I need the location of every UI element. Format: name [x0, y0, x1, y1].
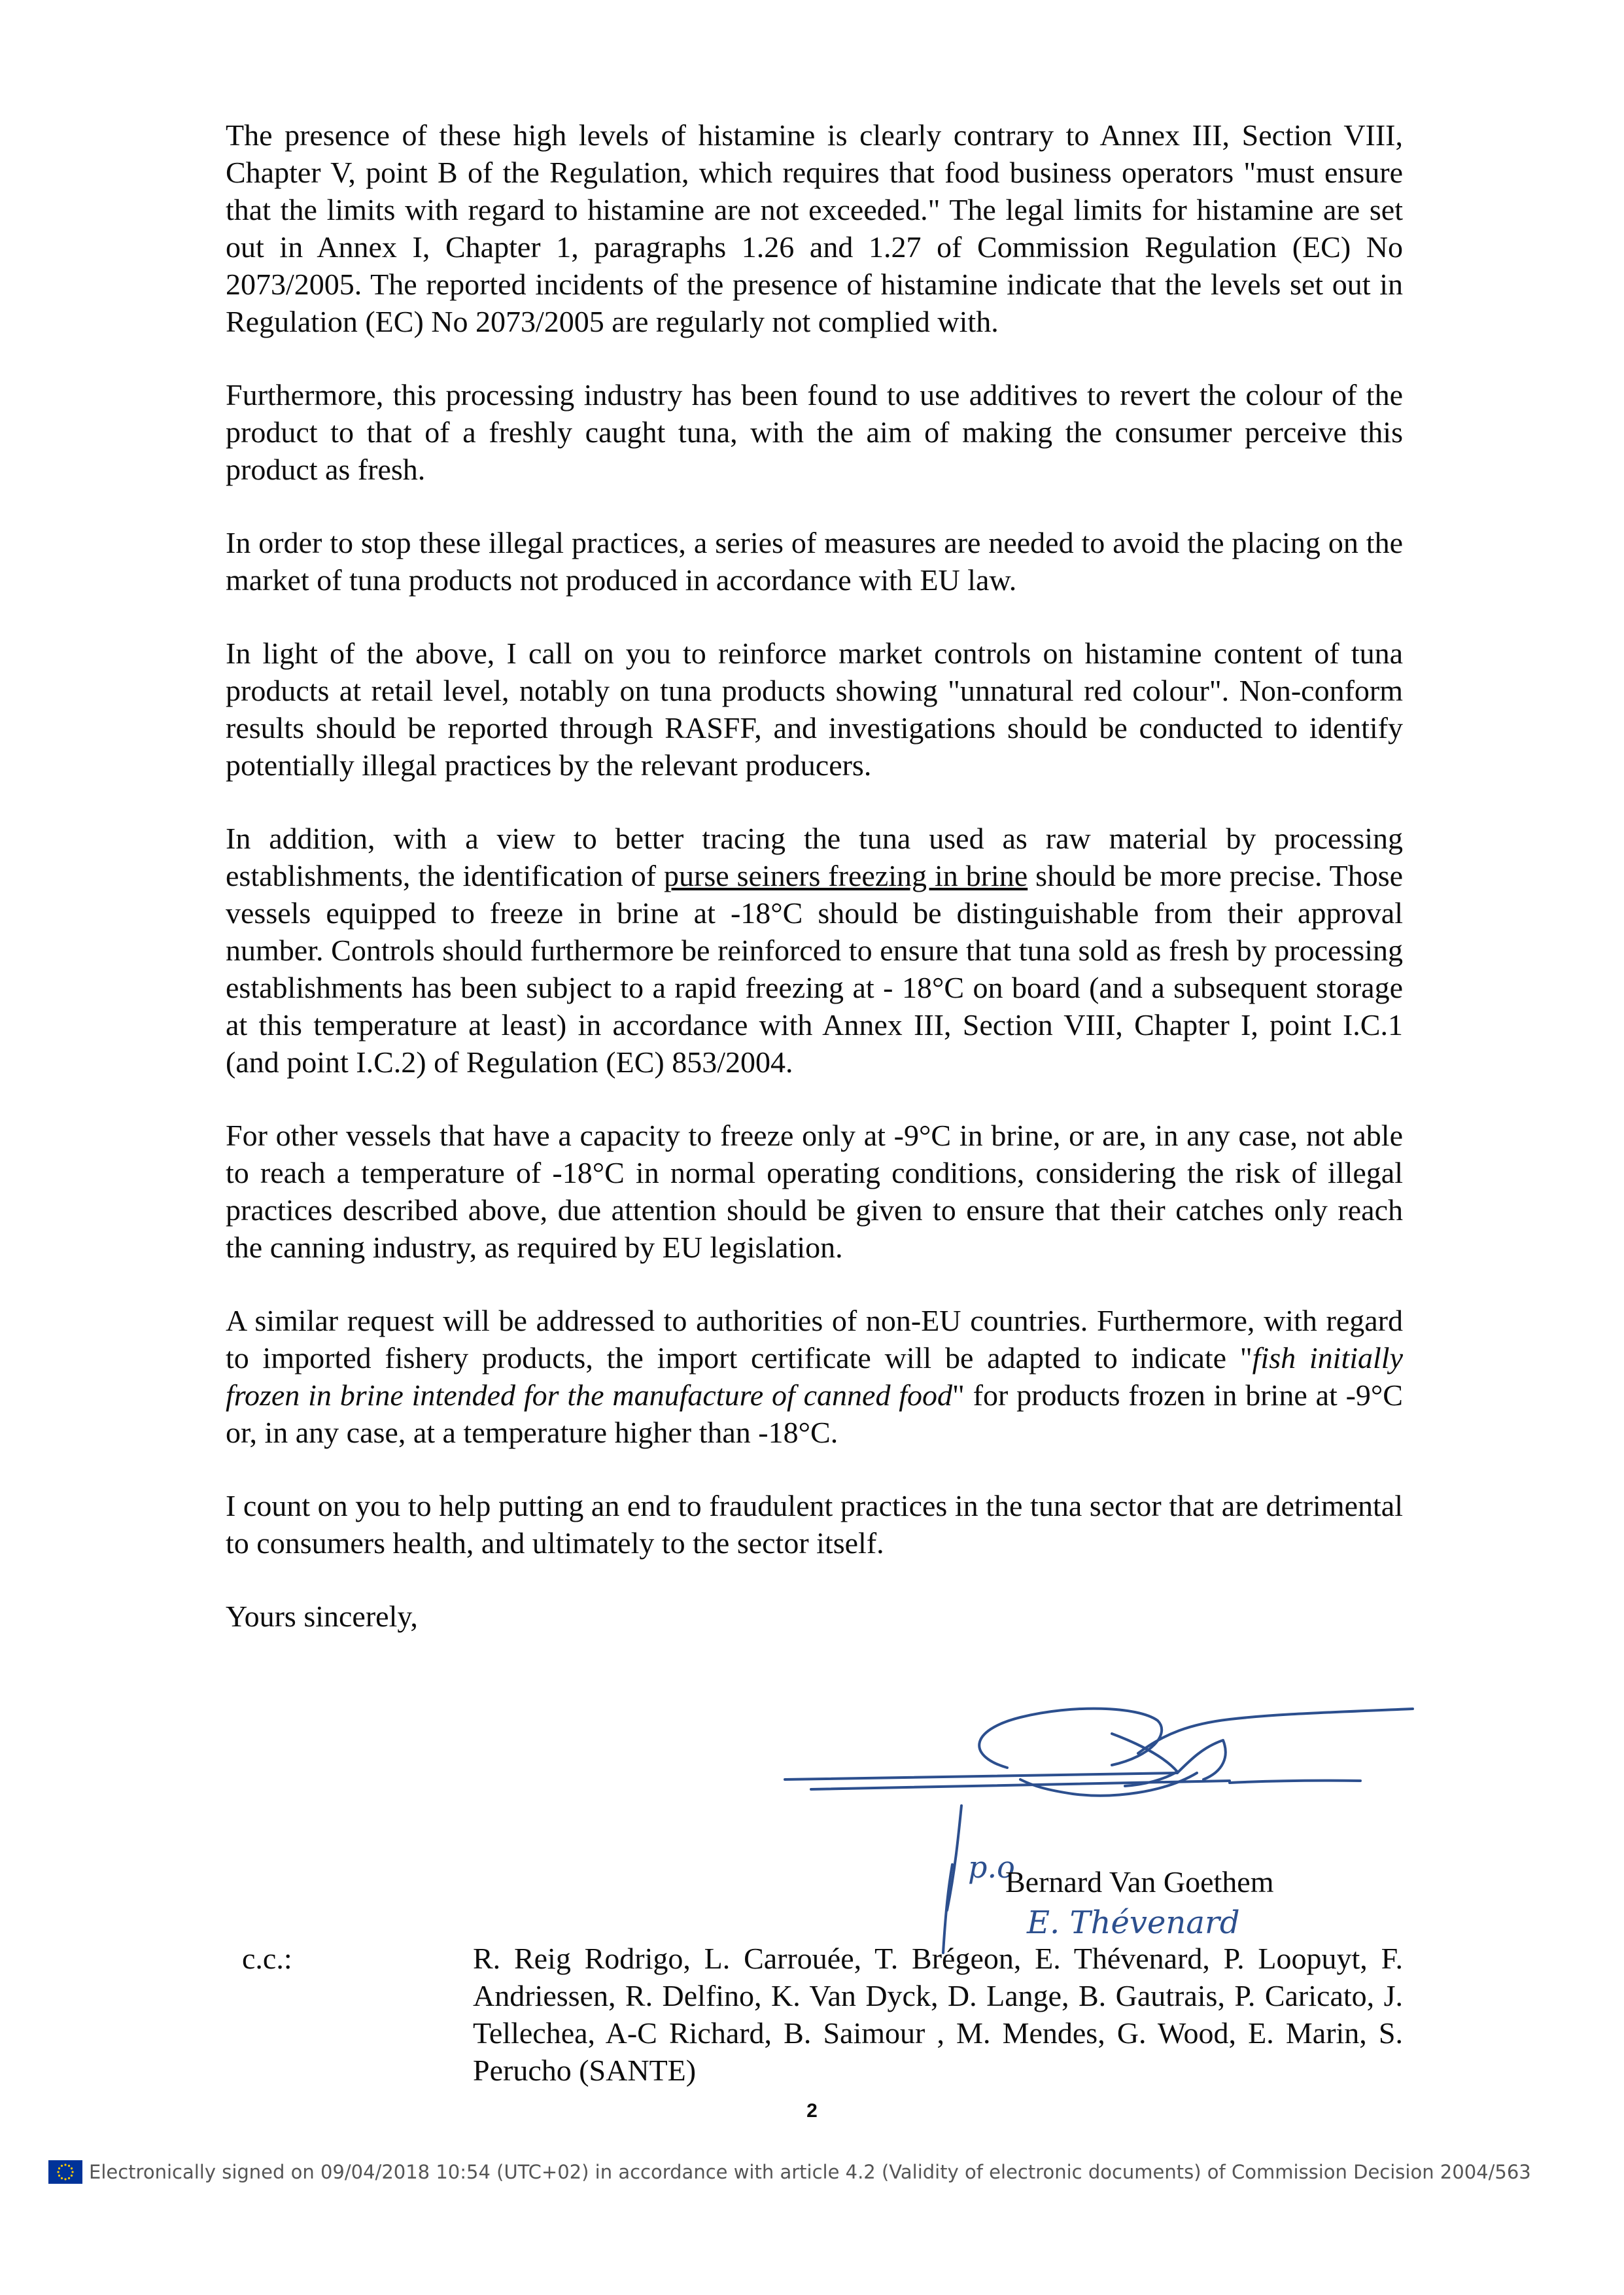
flag-star: [61, 2165, 63, 2167]
flag-star: [64, 2164, 66, 2165]
flag-star: [71, 2175, 73, 2177]
paragraph-additives: Furthermore, this processing industry has been found to use additives to revert the colour of the product to that of a freshly caught tuna, with the aim of making the consumer perceive this product as fresh.: [226, 378, 1403, 486]
paragraph-text: In addition, with a view to better tracing the tuna used as raw material by processing establishments, the identification of: [226, 822, 1403, 892]
footer-text: Electronically signed on 09/04/2018 10:54 (UTC+02) in accordance with article 4.2 (Validity of electronic documents) of Commission Decision 2004/563: [89, 2161, 1531, 2183]
cc-recipients: R. Reig Rodrigo, L. Carrouée, T. Brégeon, E. Thévenard, P. Loopuyt, F. Andriessen, R. Delfino, K. Van Dyck, D. Lange, B. Gautrais, P. Caricato, J. Tellechea, A-C Richard, B. Saimour , M. Mendes, G. Wood, E. Marin, S. Perucho (SANTE): [473, 1942, 1403, 2087]
signatory-name: Bernard Van Goethem: [1005, 1865, 1274, 1899]
paragraph-measures: In order to stop these illegal practices, a series of measures are needed to avoid the placing on the market of tuna products not produced in accordance with EU law.: [226, 526, 1403, 597]
closing-salutation: Yours sincerely,: [226, 1600, 418, 1633]
italic-phrase: fish initially frozen in brine intended for the manufacture of canned food: [226, 1341, 1403, 1412]
flag-star: [68, 2177, 70, 2179]
flag-star: [61, 2177, 63, 2179]
flag-star: [68, 2165, 70, 2167]
paragraph-histamine-limits: The presence of these high levels of histamine is clearly contrary to Annex III, Section VIII, Chapter V, point B of the Regulation, which requires that food business operators "must ensure that the limits with regard to histamine are not exceeded." The legal limits for histamine are set out in Annex I, Chapter 1, paragraphs 1.26 and 1.27 of Commission Regulation (EC) No 2073/2005. The reported incidents of the presence of histamine indicate that the levels set out in Regulation (EC) No 2073/2005 are regularly not complied with.: [226, 118, 1403, 338]
handwritten-name: E. Thévenard: [1027, 1904, 1240, 1941]
paragraph-market-controls: In light of the above, I call on you to reinforce market controls on histamine content of tuna products at retail level, notably on tuna products showing "unnatural red colour". Non-conform results should be reported through RASFF, and investigations should be conducted to identify potentially illegal practices by the relevant producers.: [226, 637, 1403, 782]
paragraph-non-eu: [226, 1302, 1403, 1451]
flag-star: [57, 2171, 59, 2173]
flag-star: [58, 2175, 60, 2177]
letter-body: [226, 116, 1403, 1671]
paragraph-purse-seiners: [226, 820, 1403, 1081]
paragraph-closing-appeal: I count on you to help putting an end to fraudulent practices in the tuna sector that are detrimental to consumers health, and ultimately to the sector itself.: [226, 1489, 1403, 1560]
paragraph-text: " for products frozen in brine at -9°C or, in any case, at a temperature higher than -18°C.: [226, 1378, 1403, 1449]
handwritten-signature: [772, 1694, 1426, 1969]
e-signature-footer: [48, 2159, 1531, 2185]
paragraph-other-vessels: For other vessels that have a capacity to freeze only at -9°C in brine, or are, in any case, not able to reach a temperature of -18°C in normal operating conditions, considering the risk of illegal practices described above, due attention should be given to ensure that their catches only reach the canning industry, as required by EU legislation.: [226, 1119, 1403, 1264]
cc-label: c.c.:: [242, 1942, 292, 1975]
page-number: 2: [806, 2100, 818, 2122]
pp-initials: p.o: [968, 1849, 1015, 1885]
flag-star: [71, 2171, 73, 2173]
flag-star: [58, 2167, 60, 2169]
paragraph-text: should be more precise. Those vessels equipped to freeze in brine at -18°C should be distinguishable from their approval number. Controls should furthermore be reinforced to ensure that tuna sold as fresh by processing establishments has been subject to a rapid freezing at - 18°C on board (and a subsequent storage at this temperature at least) in accordance with Annex III, Section VIII, Chapter I, point I.C.1 (and point I.C.2) of Regulation (EC) 853/2004.: [226, 859, 1404, 1079]
flag-star: [64, 2178, 66, 2180]
underlined-phrase: purse seiners freezing in brine: [664, 859, 1028, 892]
flag-star: [71, 2167, 73, 2169]
paragraph-text: A similar request will be addressed to authorities of non-EU countries. Furthermore, with regard to imported fishery products, the import certificate will be adapted to indicate ": [226, 1304, 1403, 1375]
eu-flag-icon: [48, 2160, 82, 2184]
